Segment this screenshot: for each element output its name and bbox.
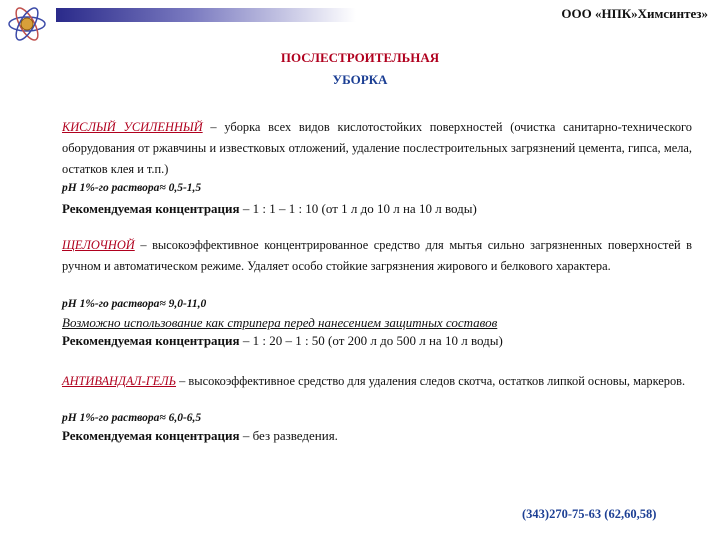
page-title: ПОСЛЕСТРОИТЕЛЬНАЯ [280,50,440,65]
contact-phone: (343)270-75-63 (62,60,58) [522,507,657,521]
section-antivandal-description: АНТИВАНДАЛ-ГЕЛЬ – высокоэффективное средство для удаления следов скотча, остатков липкой основы, маркеров. [62,374,686,388]
atom-logo-icon [6,4,48,44]
header-gradient-bar [56,8,356,22]
section-antivandal-recommendation: Рекомендуемая концентрация – без разведения. [62,428,338,443]
section-alkaline-ph: рН 1%-го раствора≈ 9,0-11,0 [62,298,207,310]
section-acid-description: КИСЛЫЙ УСИЛЕННЫЙ – уборка всех видов кислотостойких поверхностей (очистка санитарно-технического оборудования от ржавчины и известковых отложений, удаление послестроительных загрязнений цемента, гипса, мела, остатков клея и т.п.) [62,120,692,176]
company-name: ООО «НПК»Химсинтез» [561,6,708,21]
section-antivandal-ph: рН 1%-го раствора≈ 6,0-6,5 [62,412,202,424]
section-acid-ph: рН 1%-го раствора≈ 0,5-1,5 [62,182,202,194]
section-antivandal-name: АНТИВАНДАЛ-ГЕЛЬ [62,374,177,388]
section-alkaline-name: ЩЕЛОЧНОЙ [62,238,135,252]
section-alkaline-note: Возможно использование как стрипера перед нанесением защитных составов [62,315,498,330]
section-acid-recommendation: Рекомендуемая концентрация – 1 : 1 – 1 : 10 (от 1 л до 10 л на 10 л воды) [62,201,477,216]
page-subtitle: УБОРКА [332,72,388,87]
section-alkaline-recommendation: Рекомендуемая концентрация – 1 : 20 – 1 : 50 (от 200 л до 500 л на 10 л воды) [62,333,503,348]
section-acid-name: КИСЛЫЙ УСИЛЕННЫЙ [62,120,203,134]
section-alkaline-description: ЩЕЛОЧНОЙ – высокоэффективное концентрированное средство для мытья сильно загрязненных поверхностей в ручном и автоматическом режиме. Удаляет особо стойкие загрязнения жирового и белкового характера. [62,238,692,273]
